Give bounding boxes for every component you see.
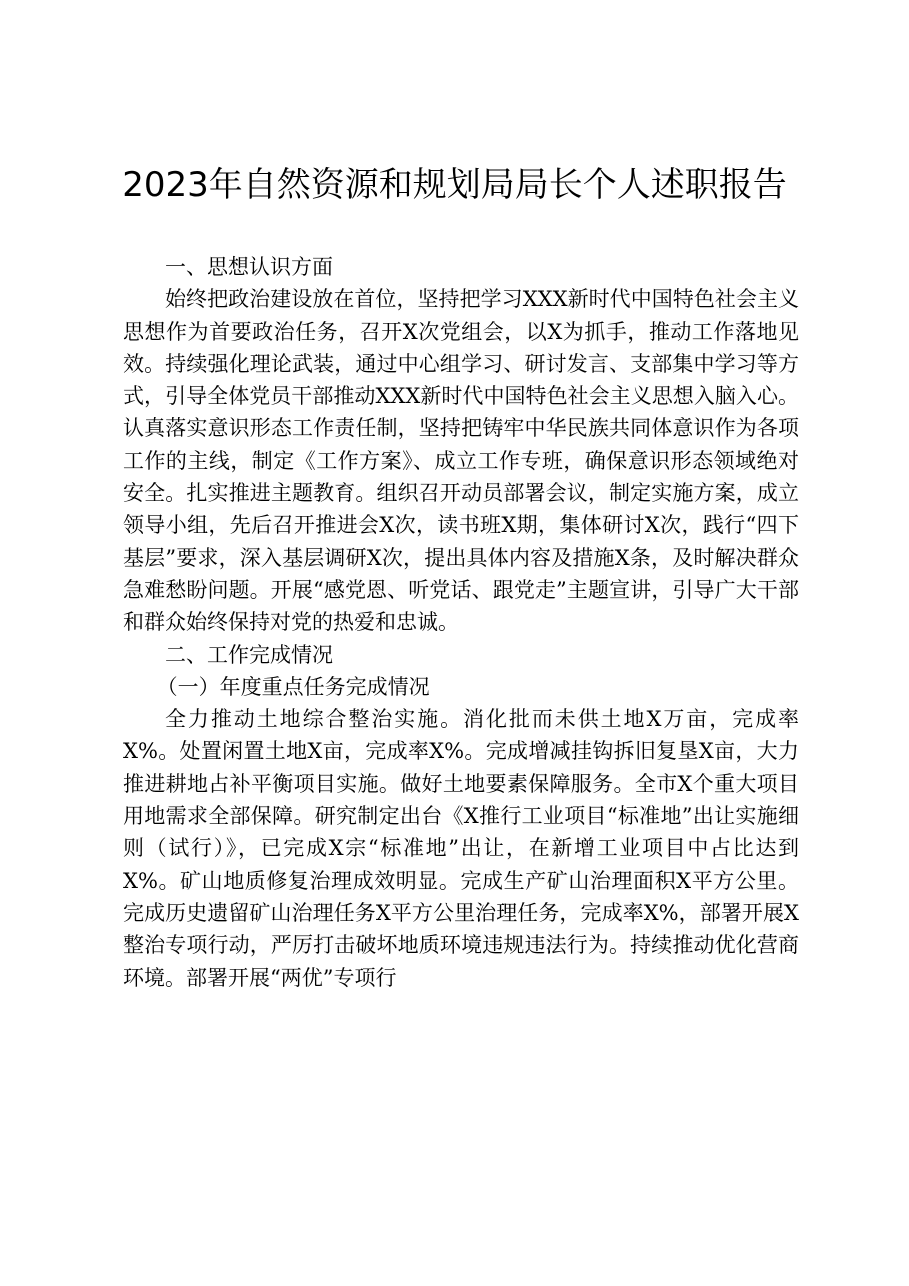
document-title: 2023年自然资源和规划局局长个人述职报告 (122, 165, 787, 205)
document-body (123, 251, 799, 994)
section-2-paragraph: 全力推动土地综合整治实施。消化批而未供土地X万亩，完成率X%。处置闲置土地X亩，完成率X%。完成增减挂钩拆旧复垦X亩，大力推进耕地占补平衡项目实施。做好土地要素保障服务。全市X个重大项目用地需求全部保障。研究制定出台《X推行工业项目“标准地”出让实施细则（试行）》，已完成X宗“标准地”出让，在新增工业项目中占比达到X%。矿山地质修复治理成效明显。完成生产矿山治理面积X平方公里。完成历史遗留矿山治理任务X平方公里治理任务，完成率X%，部署开展X整治专项行动，严厉打击破坏地质环境违规违法行为。持续推动优化营商环境。部署开展“两优”专项行 (123, 707, 799, 990)
section-1-heading: 一、思想认识方面 (165, 255, 333, 279)
section-2-subheading: （一）年度重点任务完成情况 (156, 674, 430, 699)
section-1-paragraph: 始终把政治建设放在首位，坚持把学习XXX新时代中国特色社会主义思想作为首要政治任务，召开X次党组会，以X为抓手，推动工作落地见效。持续强化理论武装，通过中心组学习、研讨发言、支部集中学习等方式，引导全体党员干部推动XXX新时代中国特色社会主义思想入脑入心。认真落实意识形态工作责任制，坚持把铸牢中华民族共同体意识作为各项工作的主线，制定《工作方案》、成立工作专班，确保意识形态领域绝对安全。扎实推进主题教育。组织召开动员部署会议，制定实施方案，成立领导小组，先后召开推进会X次，读书班X期，集体研讨X次，践行“四下基层”要求，深入基层调研X次，提出具体内容及措施X条，及时解决群众急难愁盼问题。开展“感党恩、听党话、跟党走”主题宣讲，引导广大干部和群众始终保持对党的热爱和忠诚。 (123, 287, 799, 635)
section-2-heading: 二、工作完成情况 (165, 642, 333, 667)
